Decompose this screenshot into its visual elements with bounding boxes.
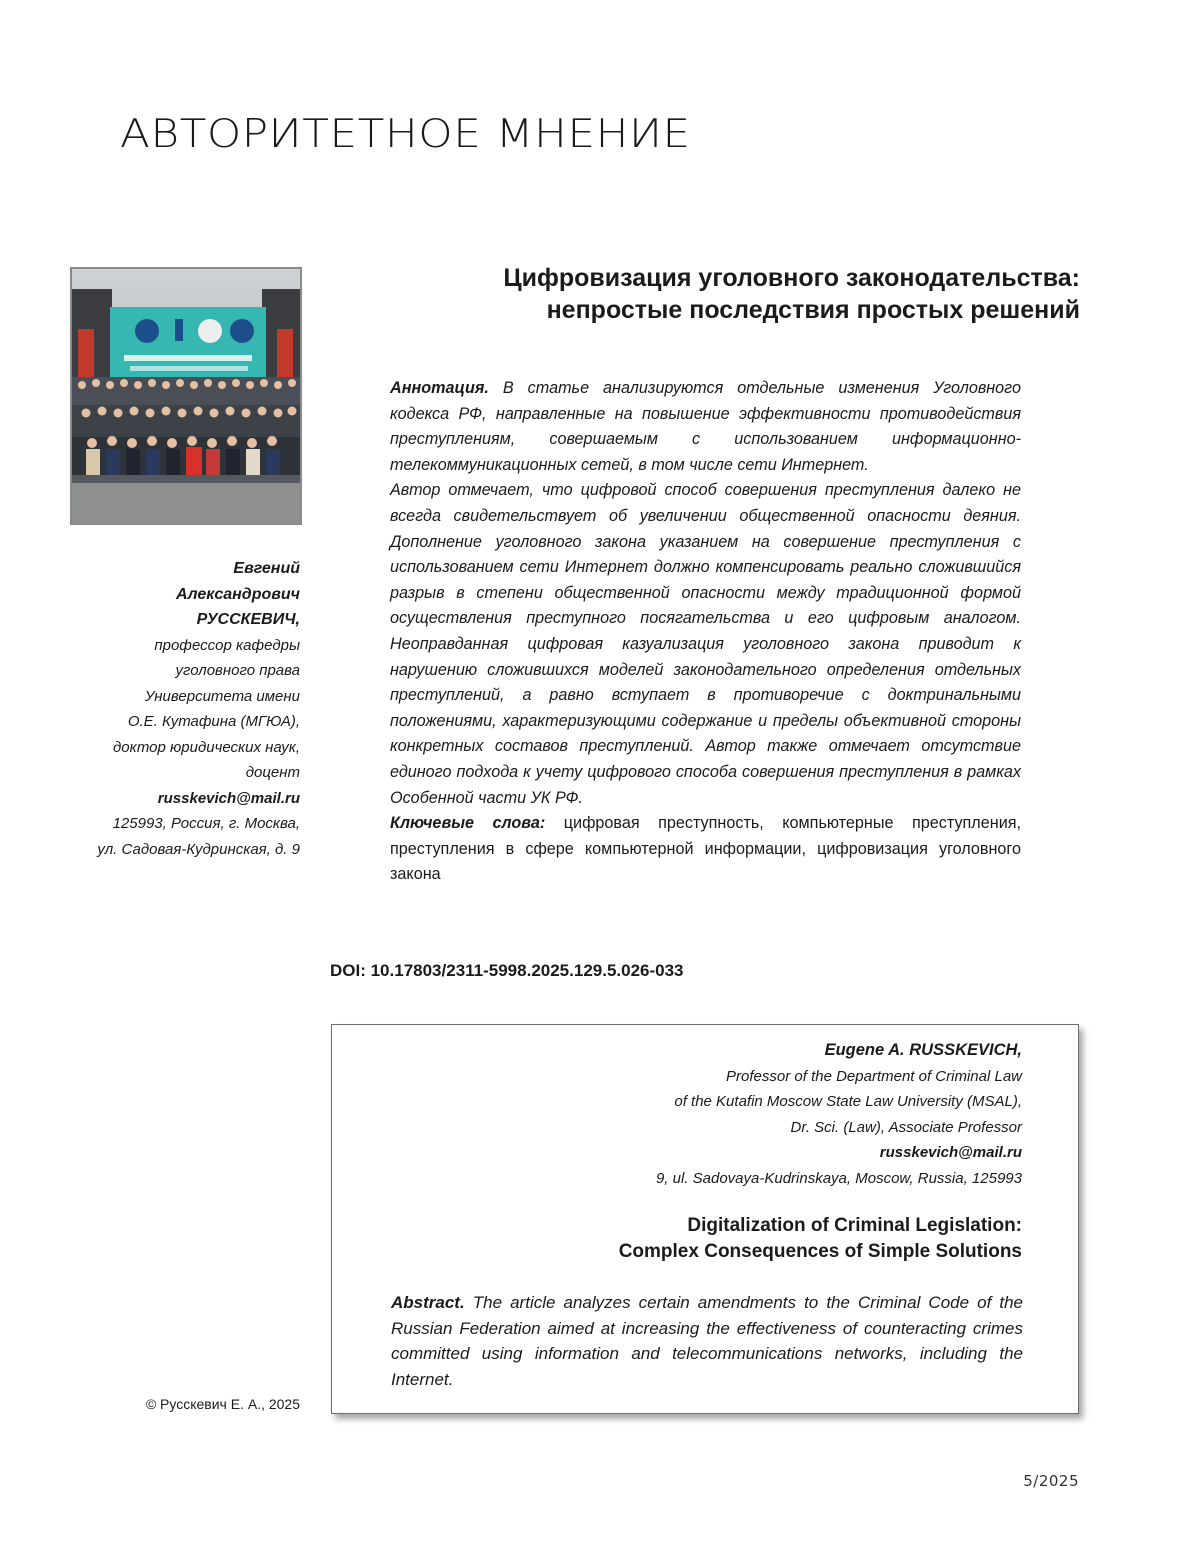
annotation-ru: [390, 376, 1021, 888]
english-summary-box: [331, 1024, 1079, 1414]
author-email-link-en[interactable]: russkevich@mail.ru: [332, 1140, 1022, 1166]
annotation-paragraph-2: Автор отмечает, что цифровой способ совершения преступления далеко не всегда свидетельствует об увеличении общественной опасности деяния. Дополнение уголовного закона указанием на совершение преступления с использованием сети Интернет должно компенсировать реально сложившийся разрыв в степени общественной опасности между традиционной формой осуществления преступного посягательства и его цифровым аналогом. Неоправданная цифровая казуализация уголовного закона приводит к нарушению сложившихся моделей законодательного определения отдельных преступлений, а равно вступает в противоречие с доктринальными положениями, характеризующими содержание и пределы объективной стороны конкретных составов преступлений. Автор также отмечает отсутствие единого подхода к учету цифрового способа совершения преступления в рамках Особенной части УК РФ.: [390, 478, 1021, 811]
group-photo-image: [72, 269, 300, 523]
author-address-line: ул. Садовая-Кудринская, д. 9: [60, 837, 300, 863]
keywords-paragraph: [390, 811, 1021, 888]
author-position-line: профессор кафедры: [60, 633, 300, 659]
author-info-ru: [60, 556, 300, 862]
author-address-en: 9, ul. Sadovaya-Kudrinskaya, Moscow, Russia, 125993: [332, 1166, 1022, 1192]
section-header: АВТОРИТЕТНОЕ МНЕНИЕ: [120, 112, 691, 157]
author-position-en: Professor of the Department of Criminal Law: [332, 1064, 1022, 1090]
doi-link[interactable]: DOI: 10.17803/2311-5998.2025.129.5.026-033: [330, 961, 684, 981]
author-name-en: Eugene A. RUSSKEVICH,: [332, 1038, 1022, 1064]
author-patronymic: Александрович: [60, 582, 300, 608]
author-position-line: Университета имени: [60, 684, 300, 710]
title-en-line-1: Digitalization of Criminal Legislation:: [687, 1215, 1022, 1236]
author-email-link[interactable]: russkevich@mail.ru: [60, 786, 300, 812]
abstract-text: The article analyzes certain amendments to the Criminal Code of the Russian Federation aimed at increasing the effectiveness of counteract­ing crimes committed using information and telecommunications networks, including the Internet.: [391, 1293, 1023, 1389]
copyright-notice: © Русскевич Е. А., 2025: [60, 1396, 300, 1412]
annotation-label: Аннотация.: [390, 379, 489, 397]
author-position-line: доктор юридических наук,: [60, 735, 300, 761]
annotation-text-1: В статье анализируются отдельные изменения Уголовного кодекса РФ, направленные на повышение эффективности противодействия преступлениям, совершаемым с использованием информационно-телекоммуникационных сетей, в том числе сети Интернет.: [390, 379, 1021, 474]
article-title-ru: [360, 262, 1080, 326]
title-line-1: Цифровизация уголовного законодательства:: [503, 264, 1080, 292]
author-position-en: Dr. Sci. (Law), Associate Professor: [332, 1115, 1022, 1141]
author-group-photo: [70, 267, 302, 525]
article-title-en: [332, 1213, 1022, 1265]
author-first-name: Евгений: [60, 556, 300, 582]
author-position-line: О.Е. Кутафина (МГЮА),: [60, 709, 300, 735]
author-position-line: уголовного права: [60, 658, 300, 684]
keywords-label: Ключевые слова:: [390, 814, 545, 832]
author-info-en: [332, 1038, 1022, 1191]
annotation-paragraph-1: [390, 376, 1021, 478]
abstract-label: Abstract.: [391, 1293, 465, 1312]
author-address-line: 125993, Россия, г. Москва,: [60, 811, 300, 837]
abstract-en: [391, 1290, 1023, 1392]
author-position-line: доцент: [60, 760, 300, 786]
author-surname: РУССКЕВИЧ,: [60, 607, 300, 633]
issue-number: 5/2025: [1023, 1472, 1079, 1490]
title-line-2: непростые последствия простых решений: [547, 296, 1080, 324]
author-position-en: of the Kutafin Moscow State Law University (MSAL),: [332, 1089, 1022, 1115]
keywords-text: цифровая преступность, компьютерные престу­пления, преступления в сфере компьютерной информации, цифрови­зация уголовного закона: [390, 814, 1021, 883]
title-en-line-2: Complex Consequences of Simple Solutions: [619, 1241, 1022, 1262]
